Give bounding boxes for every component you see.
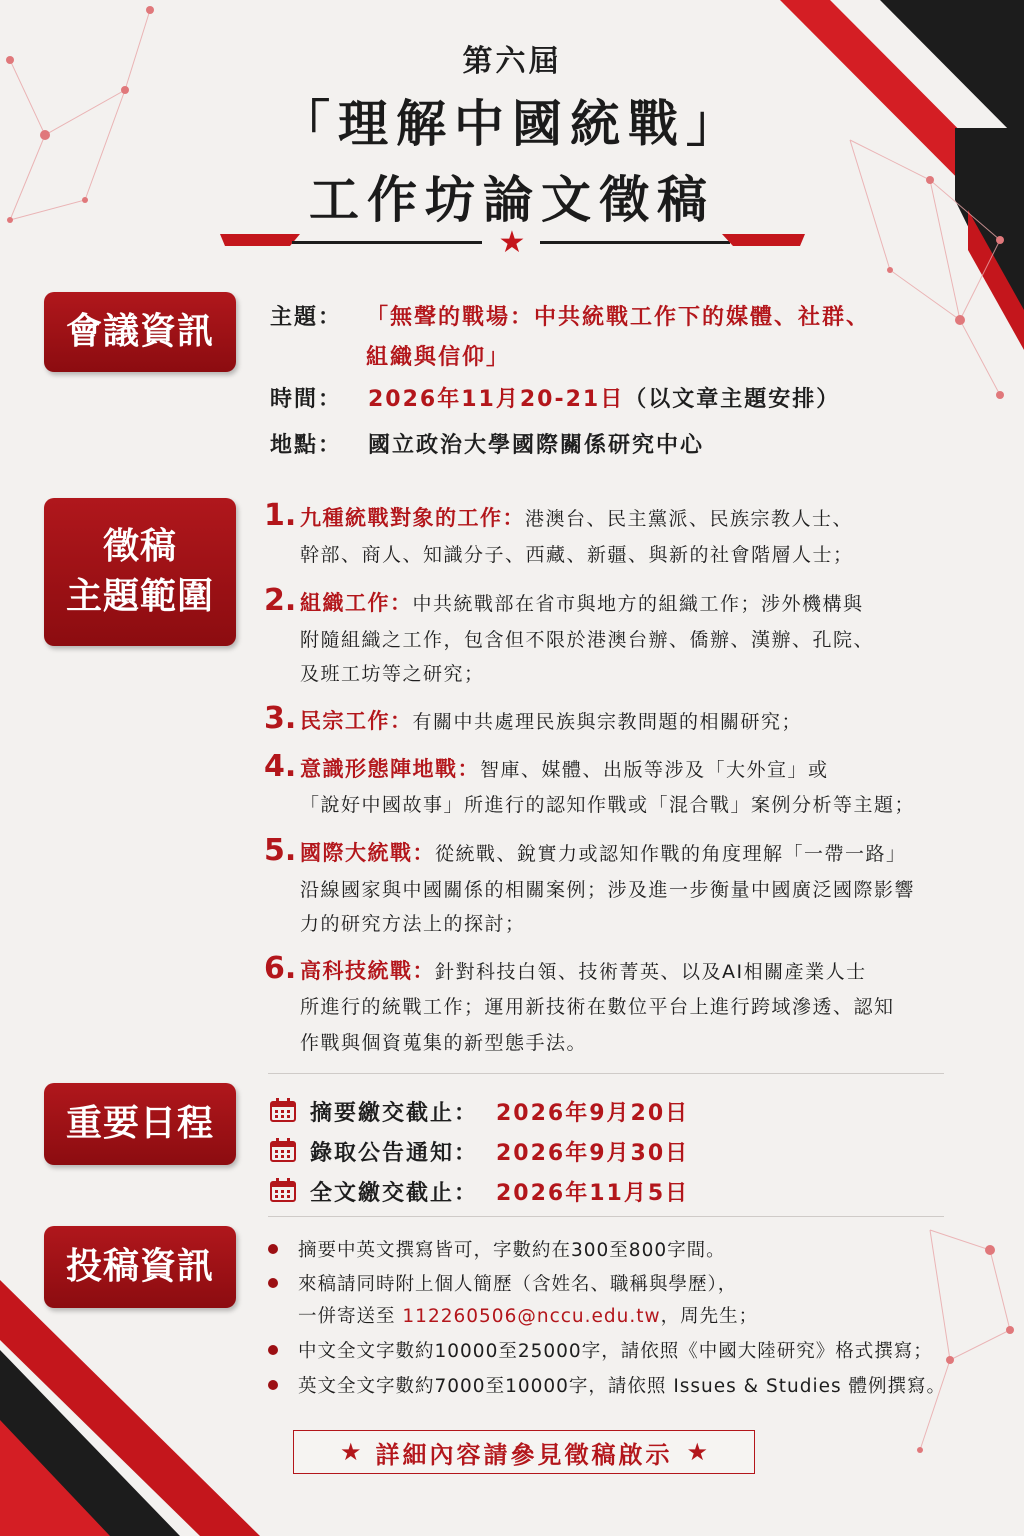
conference-info-badge: 會議資訊 — [44, 292, 236, 372]
submission-bullet-2: 來稿請同時附上個人簡歷（含姓名、職稱與學歷）， — [298, 1274, 738, 1295]
schedule-label-2: 錄取公告通知： — [310, 1141, 479, 1166]
topic-number-2: 2. — [264, 583, 297, 618]
time-row — [270, 382, 342, 413]
star-icon: ★ — [686, 1438, 709, 1466]
topic-item-6-line3: 作戰與個資蒐集的新型態手法。 — [300, 1032, 588, 1054]
submission-bullet-2-cont — [298, 1302, 758, 1328]
topic-item-2-line3: 及班工坊等之研究； — [300, 663, 485, 685]
calendar-icon — [270, 1178, 296, 1202]
place-value: 國立政治大學國際關係研究中心 — [368, 433, 705, 458]
topic-item-4-head: 意識形態陣地戰： — [300, 757, 480, 781]
topics-badge-line2: 主題範圍 — [65, 576, 214, 617]
divider-topics-schedule — [268, 1073, 944, 1074]
schedule-date-1: 2026年9月20日 — [496, 1101, 690, 1126]
time-note: （以文章主題安排） — [624, 387, 841, 412]
topic-item-1-line2: 幹部、商人、知識分子、西藏、新疆、與新的社會階層人士； — [300, 544, 854, 566]
topic-item-3-head: 民宗工作： — [300, 709, 413, 733]
topic-number-4: 4. — [264, 749, 297, 784]
topic-item-5-text: 從統戰、銳實力或認知作戰的角度理解「一帶一路」 — [435, 843, 907, 865]
schedule-date-3: 2026年11月5日 — [496, 1181, 690, 1206]
topic-item-6-text: 針對科技白領、技術菁英、以及AI相關產業人士 — [435, 961, 867, 983]
topic-item-1-head: 九種統戰對象的工作： — [300, 506, 525, 530]
topic-item-5-head: 國際大統戰： — [300, 841, 435, 865]
edition-label: 第六屆 — [462, 44, 562, 79]
topic-item-6-head: 高科技統戰： — [300, 959, 435, 983]
details-notice-text: 詳細內容請參見徵稿啟示 — [375, 1440, 673, 1469]
topic-item-4-line2: 「說好中國故事」所進行的認知作戰或「混合戰」案例分析等主題； — [300, 794, 916, 816]
bullet-icon — [268, 1380, 278, 1390]
topic-number-5: 5. — [264, 833, 297, 868]
topic-row — [270, 300, 342, 331]
bullet-icon — [268, 1278, 278, 1288]
schedule-label-1: 摘要繳交截止： — [310, 1101, 479, 1126]
submission-badge: 投稿資訊 — [44, 1226, 236, 1308]
calendar-icon — [270, 1138, 296, 1162]
place-row — [270, 428, 342, 459]
submission-bullet-3: 中文全文字數約10000至25000字，請依照《中國大陸研究》格式撰寫； — [298, 1341, 933, 1362]
topic-line2: 組織與信仰」 — [366, 345, 511, 370]
topic-item-2-head: 組織工作： — [300, 591, 413, 615]
topic-item-1-text: 港澳台、民主黨派、民族宗教人士、 — [525, 508, 854, 530]
submission-bullet-4: 英文全文字數約7000至10000字，請依照 Issues & Studies 體例撰寫。 — [298, 1376, 946, 1397]
divider-schedule-submission — [268, 1216, 944, 1217]
bullet-icon — [268, 1345, 278, 1355]
topic-item-5-line1 — [300, 841, 907, 866]
submission-bullet-1: 摘要中英文撰寫皆可，字數約在300至800字間。 — [298, 1240, 726, 1261]
bullet-icon — [268, 1244, 278, 1254]
email-link[interactable]: 112260506@nccu.edu.tw — [402, 1306, 661, 1327]
topic-item-5-line2: 沿線國家與中國關係的相關案例；涉及進一步衡量中國廣泛國際影響 — [300, 879, 916, 901]
topic-item-5-line3: 力的研究方法上的探討； — [300, 913, 526, 935]
topic-item-6-line2: 所進行的統戰工作；運用新技術在數位平台上進行跨域滲透、認知 — [300, 996, 895, 1018]
topic-item-2-line1 — [300, 591, 864, 616]
time-value: 2026年11月20-21日 — [368, 387, 625, 412]
star-icon: ★ — [339, 1438, 362, 1466]
email-suffix: ，周先生； — [660, 1306, 759, 1327]
topic-item-2-line2: 附隨組織之工作，包含但不限於港澳台辦、僑辦、漢辦、孔院、 — [300, 629, 875, 651]
time-value-row — [368, 382, 840, 413]
topic-item-3-text: 有關中共處理民族與宗教問題的相關研究； — [412, 711, 803, 733]
topics-badge-line1: 徵稿 — [102, 525, 177, 567]
topic-item-4-text: 智庫、媒體、出版等涉及「大外宣」或 — [480, 759, 829, 781]
topic-number-3: 3. — [264, 701, 297, 736]
title-divider-star-icon: ★ — [498, 225, 526, 260]
topic-number-1: 1. — [264, 498, 297, 533]
schedule-badge: 重要日程 — [44, 1083, 236, 1165]
topic-line1: 「無聲的戰場：中共統戰工作下的媒體、社群、 — [366, 305, 871, 330]
details-notice-button[interactable] — [293, 1430, 755, 1474]
page-title-line1: 「理解中國統戰」 — [280, 95, 744, 153]
page-title-line2: 工作坊論文徵稿 — [309, 171, 715, 229]
schedule-label-3: 全文繳交截止： — [310, 1181, 479, 1206]
time-label: 時間： — [270, 387, 343, 412]
topic-item-4-line1 — [300, 757, 829, 782]
topic-item-2-text: 中共統戰部在省市與地方的組織工作；涉外機構與 — [412, 593, 864, 615]
topic-number-6: 6. — [264, 951, 297, 986]
topics-badge — [44, 498, 236, 646]
topic-item-6-line1 — [300, 959, 867, 984]
calendar-icon — [270, 1098, 296, 1122]
schedule-date-2: 2026年9月30日 — [496, 1141, 690, 1166]
email-prefix: 一併寄送至 — [298, 1306, 396, 1327]
topic-label: 主題： — [270, 305, 343, 330]
topic-item-1-line1 — [300, 506, 853, 531]
place-label: 地點： — [270, 433, 343, 458]
topic-item-3-line1 — [300, 709, 802, 734]
